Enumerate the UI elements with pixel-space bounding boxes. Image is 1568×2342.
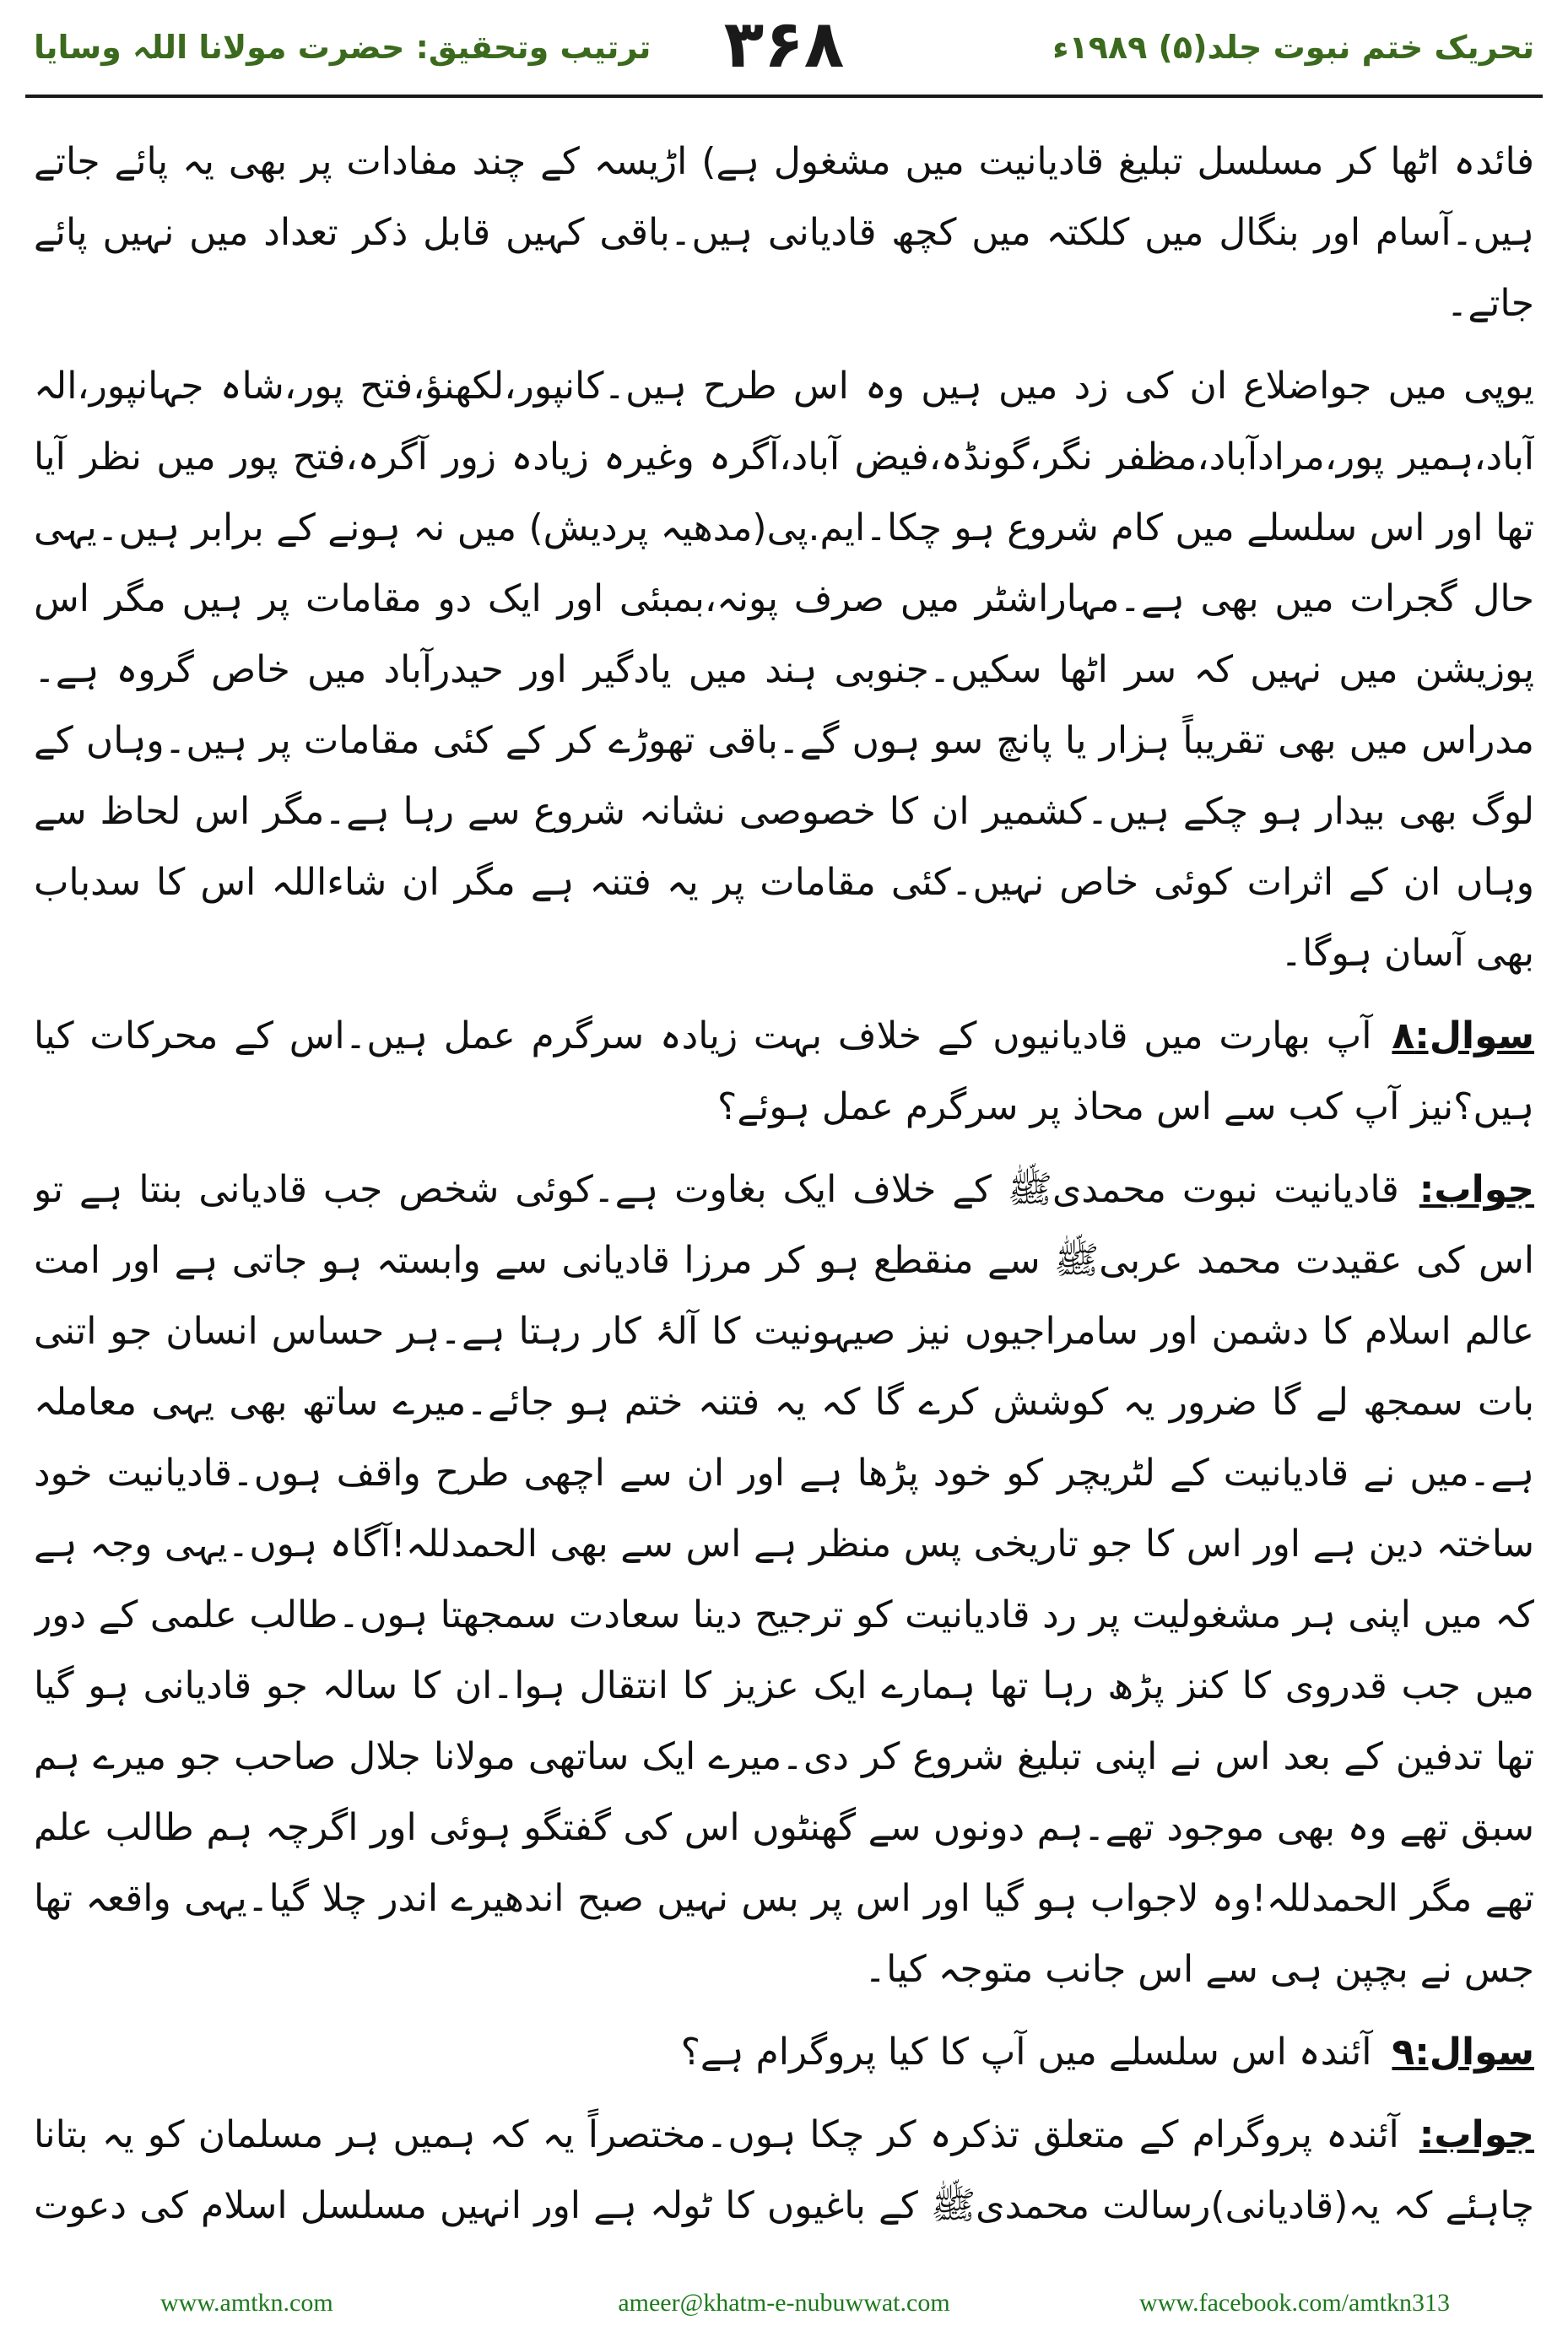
intro-paragraph-2: یوپی میں جواضلاع ان کی زد میں ہیں وہ اس طرح ہیں۔کانپور،لکھنؤ،فتح پور،شاہ جہانپور،الہ آباد،ہمیر پور،مرادآباد،مظفر نگر،گونڈہ،فیض آباد،آگرہ وغیرہ زیادہ زور آگرہ،فتح پور میں نظر آیا تھا اور اس سلسلے میں کام شروع ہو چکا۔ایم.پی(مدھیہ پردیش) میں نہ ہونے کے برابر ہیں۔یہی حال گجرات میں بھی ہے۔مہاراشٹر میں صرف پونہ،بمبئی اور ایک دو مقامات پر ہیں مگر اس پوزیشن میں نہیں کہ سر اٹھا سکیں۔جنوبی ہند میں یادگیر اور حیدرآباد میں خاص گروہ ہے۔مدراس میں بھی تقریباً ہزار یا پانچ سو ہوں گے۔باقی تھوڑے کر کے کئی مقامات پر ہیں۔وہاں کے لوگ بھی بیدار ہو چکے ہیں۔کشمیر ان کا خصوصی نشانہ شروع سے رہا ہے۔مگر اس لحاظ سے وہاں ان کے اثرات کوئی خاص نہیں۔کئی مقامات پر یہ فتنہ ہے مگر ان شاءاللہ اس کا سدباب بھی آسان ہوگا۔ [34,365,1534,975]
book-title: تحریک ختم نبوت جلد(۵) ۱۹۸۹ء [1052,29,1534,66]
email-link[interactable]: ameer@khatm-e-nubuwwat.com [618,2289,950,2317]
question-9-text: آئندہ اس سلسلے میں آپ کا کیا پروگرام ہے؟ [680,2031,1372,2074]
header-divider [25,95,1543,98]
page-body [34,127,1534,2245]
intro-paragraph-1: فائدہ اٹھا کر مسلسل تبلیغ قادیانیت میں مشغول ہے) اڑیسہ کے چند مفادات پر بھی یہ پائے جاتے ہیں۔آسام اور بنگال میں کلکتہ میں کچھ قادیانی ہیں۔باقی کہیں قابل ذکر تعداد میں نہیں پائے جاتے۔ [34,140,1534,325]
answer-8 [34,1155,1534,2005]
facebook-link[interactable]: www.facebook.com/amtkn313 [1139,2289,1450,2317]
page-header [0,0,1568,101]
compiler-credit: ترتیب وتحقیق: حضرت مولانا اللہ وسایا [34,29,652,66]
answer-9-label: جواب: [1419,2113,1534,2156]
question-8-label: سوال:۸ [1392,1014,1534,1057]
page-number: ۳۶۸ [723,7,845,83]
question-9-label: سوال:۹ [1392,2031,1534,2074]
website-link[interactable]: www.amtkn.com [160,2289,333,2317]
page-footer [0,2289,1568,2323]
question-8-text: آپ بھارت میں قادیانیوں کے خلاف بہت زیادہ سرگرم عمل ہیں۔اس کے محرکات کیا ہیں؟نیز آپ کب سے اس محاذ پر سرگرم عمل ہوئے؟ [34,1014,1534,1128]
answer-8-text: قادیانیت نبوت محمدیﷺ کے خلاف ایک بغاوت ہے۔کوئی شخص جب قادیانی بنتا ہے تو اس کی عقیدت محمد عربیﷺ سے منقطع ہو کر مرزا قادیانی سے وابستہ ہو جاتی ہے اور امت عالم اسلام کا دشمن اور سامراجیوں نیز صیہونیت کا آلۂ کار رہتا ہے۔ہر حساس انسان جو اتنی بات سمجھ لے گا ضرور یہ کوشش کرے گا کہ یہ فتنہ ختم ہو جائے۔میرے ساتھ بھی یہی معاملہ ہے۔میں نے قادیانیت کے لٹریچر کو خود پڑھا ہے اور ان سے اچھی طرح واقف ہوں۔قادیانیت خود ساختہ دین ہے اور اس کا جو تاریخی پس منظر ہے اس سے بھی الحمدللہ!آگاہ ہوں۔یہی وجہ ہے کہ میں اپنی ہر مشغولیت پر رد قادیانیت کو ترجیح دینا سعادت سمجھتا ہوں۔طالب علمی کے دور میں جب قدروی کا کنز پڑھ رہا تھا ہمارے ایک عزیز کا انتقال ہوا۔ان کا سالہ جو قادیانی ہو گیا تھا تدفین کے بعد اس نے اپنی تبلیغ شروع کر دی۔میرے ایک ساتھی مولانا جلال صاحب جو میرے ہم سبق تھے وہ بھی موجود تھے۔ہم دونوں سے گھنٹوں اس کی گفتگو ہوئی اور اگرچہ ہم طالب علم تھے مگر الحمدللہ!وہ لاجواب ہو گیا اور اس پر بس نہیں صبح اندھیرے اندر چلا گیا۔یہی واقعہ تھا جس نے بچپن ہی سے اس جانب متوجہ کیا۔ [34,1168,1534,1991]
answer-9 [34,2100,1534,2245]
answer-8-label: جواب: [1419,1168,1534,1211]
answer-9-text: آئندہ پروگرام کے متعلق تذکرہ کر چکا ہوں۔مختصراً یہ کہ ہمیں ہر مسلمان کو یہ بتانا چاہئے کہ یہ(قادیانی)رسالت محمدیﷺ کے باغیوں کا ٹولہ ہے اور انہیں مسلسل اسلام کی دعوت [34,2113,1534,2227]
question-9 [34,2017,1534,2088]
question-8 [34,1001,1534,1143]
